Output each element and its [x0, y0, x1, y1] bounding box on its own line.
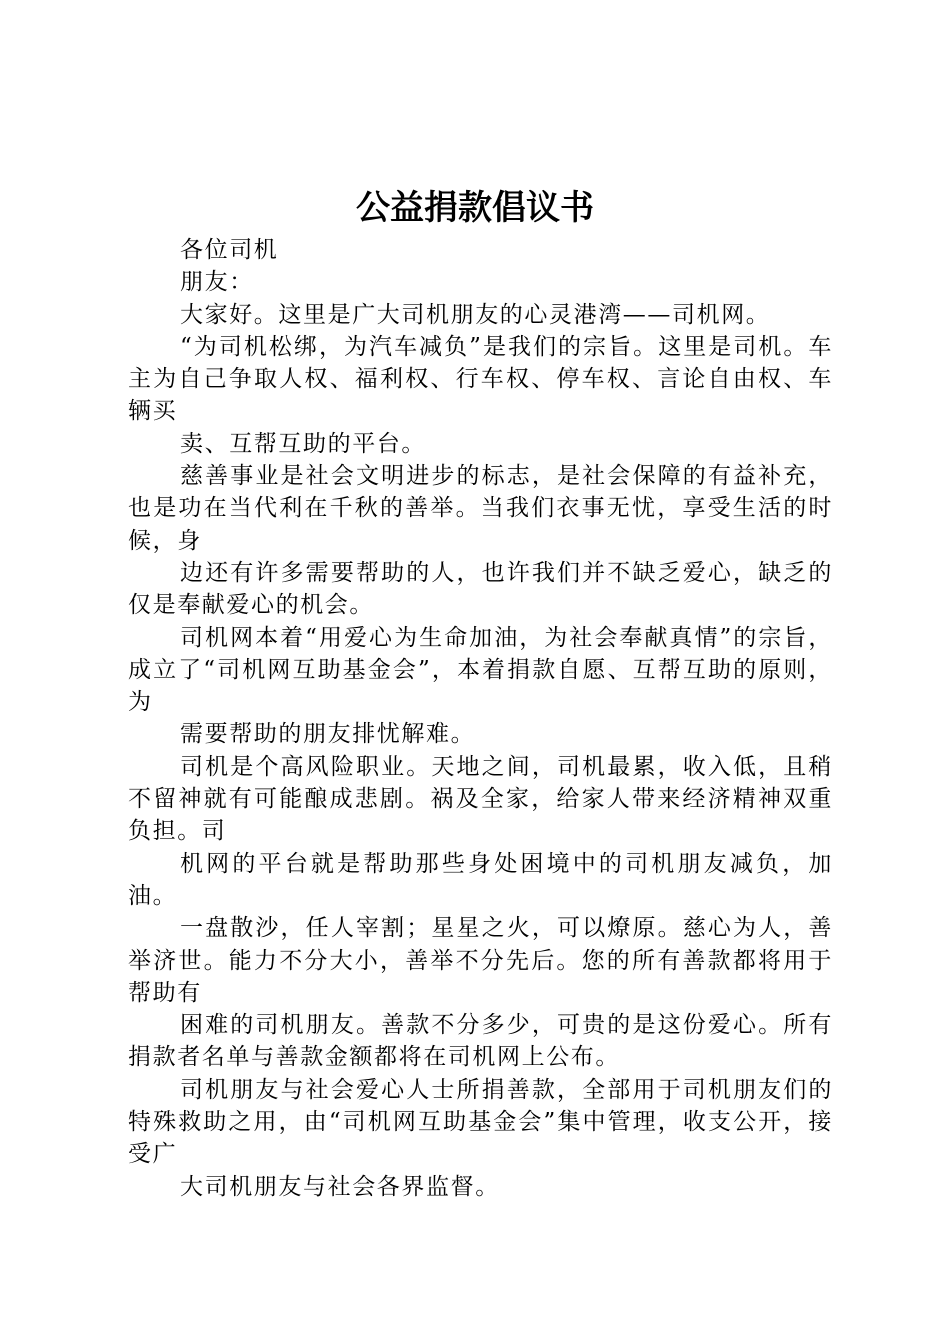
- paragraph: 需要帮助的朋友排忧解难。: [180, 721, 476, 748]
- paragraph: 慈善事业是社会文明进步的标志，是社会保障的有益补充，也是功在当代利在千秋的善举。当我们衣事无忧，享受生活的时候，身: [128, 463, 833, 554]
- document-title: 公益捐款倡议书: [356, 188, 594, 228]
- document-body: [128, 234, 833, 1203]
- paragraph: “为司机松绑，为汽车减负”是我们的宗旨。这里是司机。车主为自己争取人权、福利权、行车权、停车权、言论自由权、车辆买: [128, 333, 833, 425]
- paragraph: 机网的平台就是帮助那些身处困境中的司机朋友减负，加油。: [128, 850, 833, 909]
- paragraph: 困难的司机朋友。善款不分多少，可贵的是这份爱心。所有捐款者名单与善款金额都将在司机网上公布。: [128, 1012, 833, 1071]
- paragraph: 司机网本着“用爱心为生命加油，为社会奉献真情”的宗旨，成立了“司机网互助基金会”，本着捐款自愿、互帮互助的原则，为: [128, 624, 833, 716]
- paragraph: 大司机朋友与社会各界监督。: [180, 1173, 500, 1200]
- paragraph: 大家好。这里是广大司机朋友的心灵港湾——司机网。: [180, 301, 771, 328]
- paragraph: 卖、互帮互助的平台。: [180, 430, 426, 457]
- paragraph: 司机朋友与社会爱心人士所捐善款，全部用于司机朋友们的特殊救助之用，由“司机网互助基金会”集中管理，收支公开，接受广: [128, 1076, 833, 1168]
- paragraph: 司机是个高风险职业。天地之间，司机最累，收入低，且稍不留神就有可能酿成悲剧。祸及全家，给家人带来经济精神双重负担。司: [128, 753, 833, 845]
- paragraph: 一盘散沙，任人宰割；星星之火，可以燎原。慈心为人，善举济世。能力不分大小，善举不分先后。您的所有善款都将用于帮助有: [128, 915, 833, 1006]
- paragraph: 边还有许多需要帮助的人，也许我们并不缺乏爱心，缺乏的仅是奉献爱心的机会。: [128, 559, 833, 619]
- greeting-line: 各位司机: [180, 237, 279, 263]
- greeting-line: 朋友：: [180, 269, 254, 296]
